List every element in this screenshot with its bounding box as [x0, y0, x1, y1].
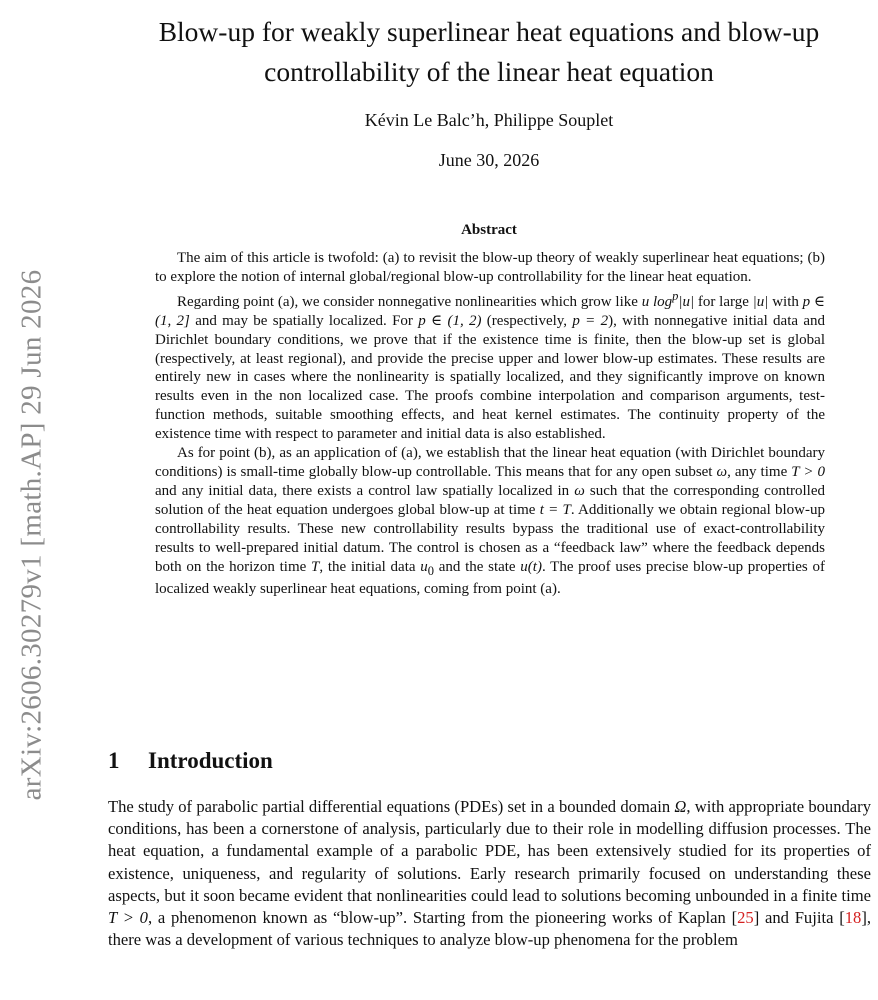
arxiv-identifier: arXiv:2606.30279v1 [math.AP] 29 Jun 2026 [15, 269, 48, 801]
paper-date: June 30, 2026 [438, 150, 540, 170]
introduction-paragraph-1: The study of parabolic partial differential equations (PDEs) set in a bounded domain Ω, with appropriate boundary conditions, has been a cornerstone of analysis, particularly due to their role in modelling diffusion processes. The heat equation, a fundamental example of a parabolic PDE, has been extensively studied for its properties of existence, uniqueness, and regularity of solutions. Early research primarily focused on understanding these aspects, but it soon became evident that nonlinearities could lead to solutions becoming unbounded in a finite time T > 0, a phenomenon known as “blow-up”. Starting from the pioneering works of Kaplan [25] and Fujita [18], there was a development of various techniques to analyze blow-up phenomena for the problem [108, 797, 871, 950]
abstract-paragraph-3: As for point (b), as an application of (a), we establish that the linear heat equation (with Dirichlet boundary conditions) is small-time globally blow-up controllable. This means that for any open subset ω, any time T > 0 and any initial data, there exists a control law spatially localized in ω such that the corresponding controlled solution of the heat equation undergoes global blow-up at time t = T. Additionally we obtain regional blow-up controllability results. These new controllability results bypass the traditional use of exact-controllability results to well-prepared initial datum. The control is chosen as a “feedback law” where the feedback depends both on the horizon time T, the initial data $u_0$ and the state u(t). The proof uses precise blow-up properties of localized weakly superlinear heat equations, coming from point (a). [155, 445, 826, 598]
abstract-heading: Abstract [461, 222, 517, 238]
introduction-body [108, 796, 871, 951]
citation-link-25[interactable]: 25 [737, 908, 754, 928]
arxiv-side-stamp [12, 225, 52, 845]
abstract-paragraph-2: Regarding point (a), we consider nonnegative nonlinearities which grow like u $\log^p|u|$ for large |u| with p ∈ (1, 2] and may be spatially localized. For p ∈ (1, 2) (respectively, p = 2), with nonnegative initial data and Dirichlet boundary conditions, we prove that if the existence time is finite, then the blow-up set is global (respectively, at least regional), and provide the precise upper and lower blow-up estimates. These results are entirely new in cases where the nonlinearity is spatially localized, and they significantly improve on known results even in the non localized case. The proofs combine interpolation and comparison arguments, test-function methods, suitable smoothing effects, and heat kernel estimates. The continuity property of the existence time with respect to parameter and initial data is also established. [155, 288, 826, 443]
abstract-body [155, 249, 825, 599]
paper-authors: Kévin Le Balc’h, Philippe Souplet [364, 110, 614, 130]
paper-title-line-2: controllability of the linear heat equation [264, 56, 714, 87]
section-number: 1 [108, 748, 120, 773]
citation-link-18[interactable]: 18 [844, 908, 862, 928]
abstract-paragraph-1: The aim of this article is twofold: (a) to revisit the blow-up theory of weakly superlinear heat equations; (b) to explore the notion of internal global/regional blow-up controllability for the linear heat equation. [155, 250, 825, 285]
section-title: Introduction [148, 748, 273, 773]
section-heading-introduction [108, 746, 273, 776]
paper-title [100, 12, 878, 92]
paper-title-line-1: Blow-up for weakly superlinear heat equations and blow-up [158, 16, 820, 47]
